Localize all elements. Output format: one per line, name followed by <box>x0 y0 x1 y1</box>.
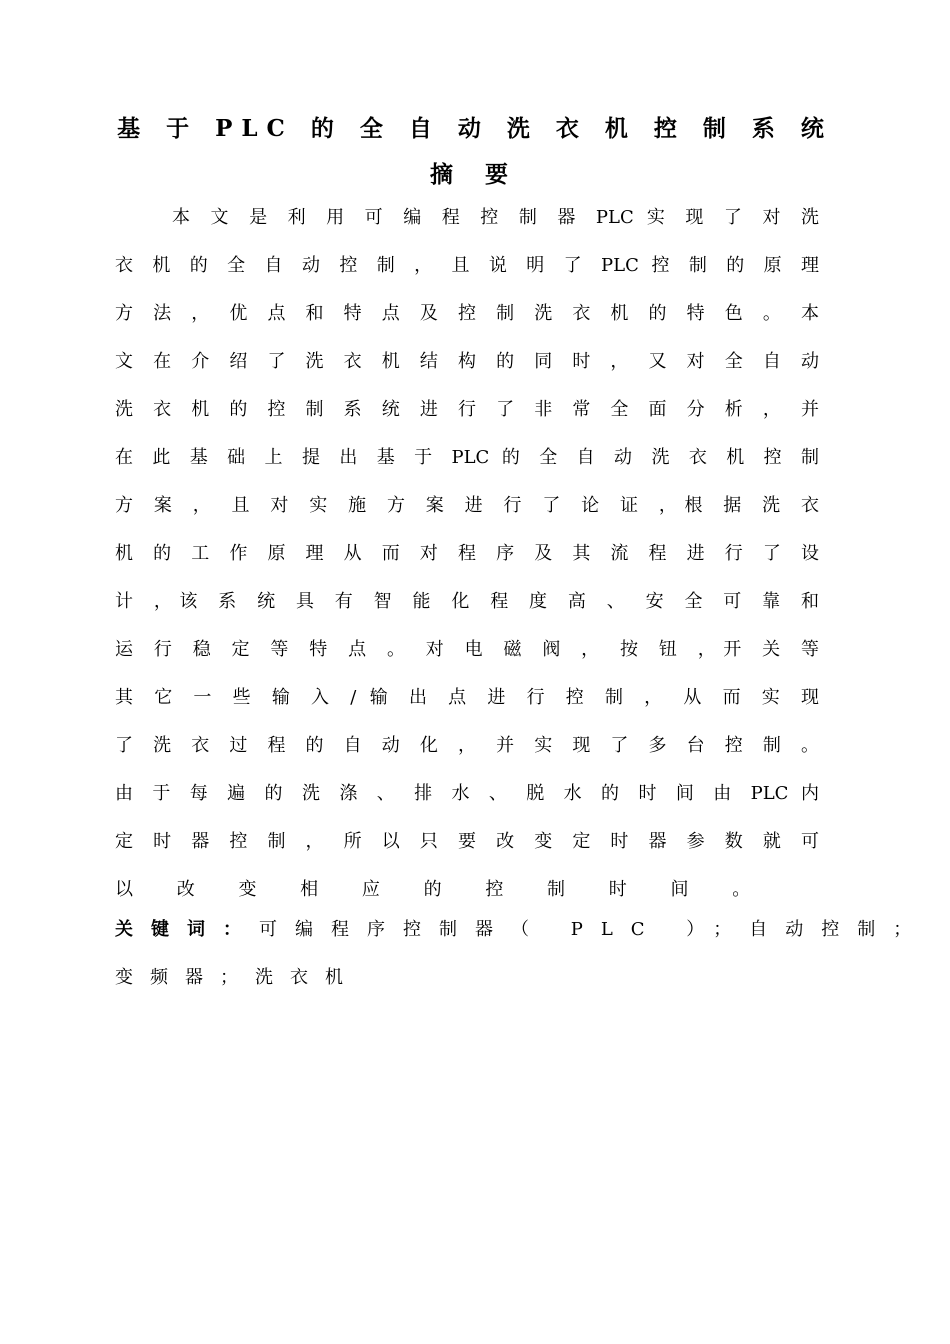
abstract-line: 文 在 介 绍 了 洗 衣 机 结 构 的 同 时 ， 又 对 全 自 动 <box>115 351 819 372</box>
abstract-line: 机 的 工 作 原 理 从 而 对 程 序 及 其 流 程 进 行 了 设 <box>115 543 819 564</box>
abstract-line: 衣 机 的 全 自 动 控 制 ， 且 说 明 了 PLC 控 制 的 原 理 <box>115 255 819 276</box>
abstract-line: 由 于 每 遍 的 洗 涤 、 排 水 、 脱 水 的 时 间 由 PLC 内 <box>115 783 819 804</box>
abstract-line: 定 时 器 控 制 ， 所 以 只 要 改 变 定 时 器 参 数 就 可 <box>115 831 819 852</box>
abstract-line: 洗 衣 机 的 控 制 系 统 进 行 了 非 常 全 面 分 析 ， 并 <box>115 399 819 420</box>
abstract-line: 本 文 是 利 用 可 编 程 控 制 器 PLC 实 现 了 对 洗 <box>172 207 819 228</box>
abstract-line: 其 它 一 些 输 入 / 输 出 点 进 行 控 制 ， 从 而 实 现 <box>115 687 819 708</box>
keywords-text: 可编程序控制器（ PLC ）；自动控制； <box>259 919 930 940</box>
abstract-heading: 摘 要 <box>429 161 520 188</box>
abstract-line: 在 此 基 础 上 提 出 基 于 PLC 的 全 自 动 洗 衣 机 控 制 <box>115 447 819 468</box>
abstract-line: 运 行 稳 定 等 特 点 。 对 电 磁 阀 ， 按 钮 ，开 关 等 <box>115 639 819 660</box>
keywords-label: 关键词： <box>115 919 259 940</box>
abstract-body <box>115 198 819 918</box>
keywords-line-continued: 变频器；洗衣机 <box>115 967 360 988</box>
abstract-line: 了 洗 衣 过 程 的 自 动 化 ， 并 实 现 了 多 台 控 制 。 <box>115 735 819 756</box>
abstract-line: 以 改 变 相 应 的 控 制 时 间 。 <box>115 879 770 900</box>
document-title: 基 于 PLC 的 全 自 动 洗 衣 机 控 制 系 统 <box>117 115 833 142</box>
keywords-line <box>115 910 930 958</box>
abstract-line: 方 法 ， 优 点 和 特 点 及 控 制 洗 衣 机 的 特 色 。 本 <box>115 303 819 324</box>
abstract-line: 计 ，该 系 统 具 有 智 能 化 程 度 高 、 安 全 可 靠 和 <box>115 591 819 612</box>
abstract-line: 方 案 ， 且 对 实 施 方 案 进 行 了 论 证 ，根 据 洗 衣 <box>115 495 819 516</box>
keywords-block <box>115 910 930 1006</box>
